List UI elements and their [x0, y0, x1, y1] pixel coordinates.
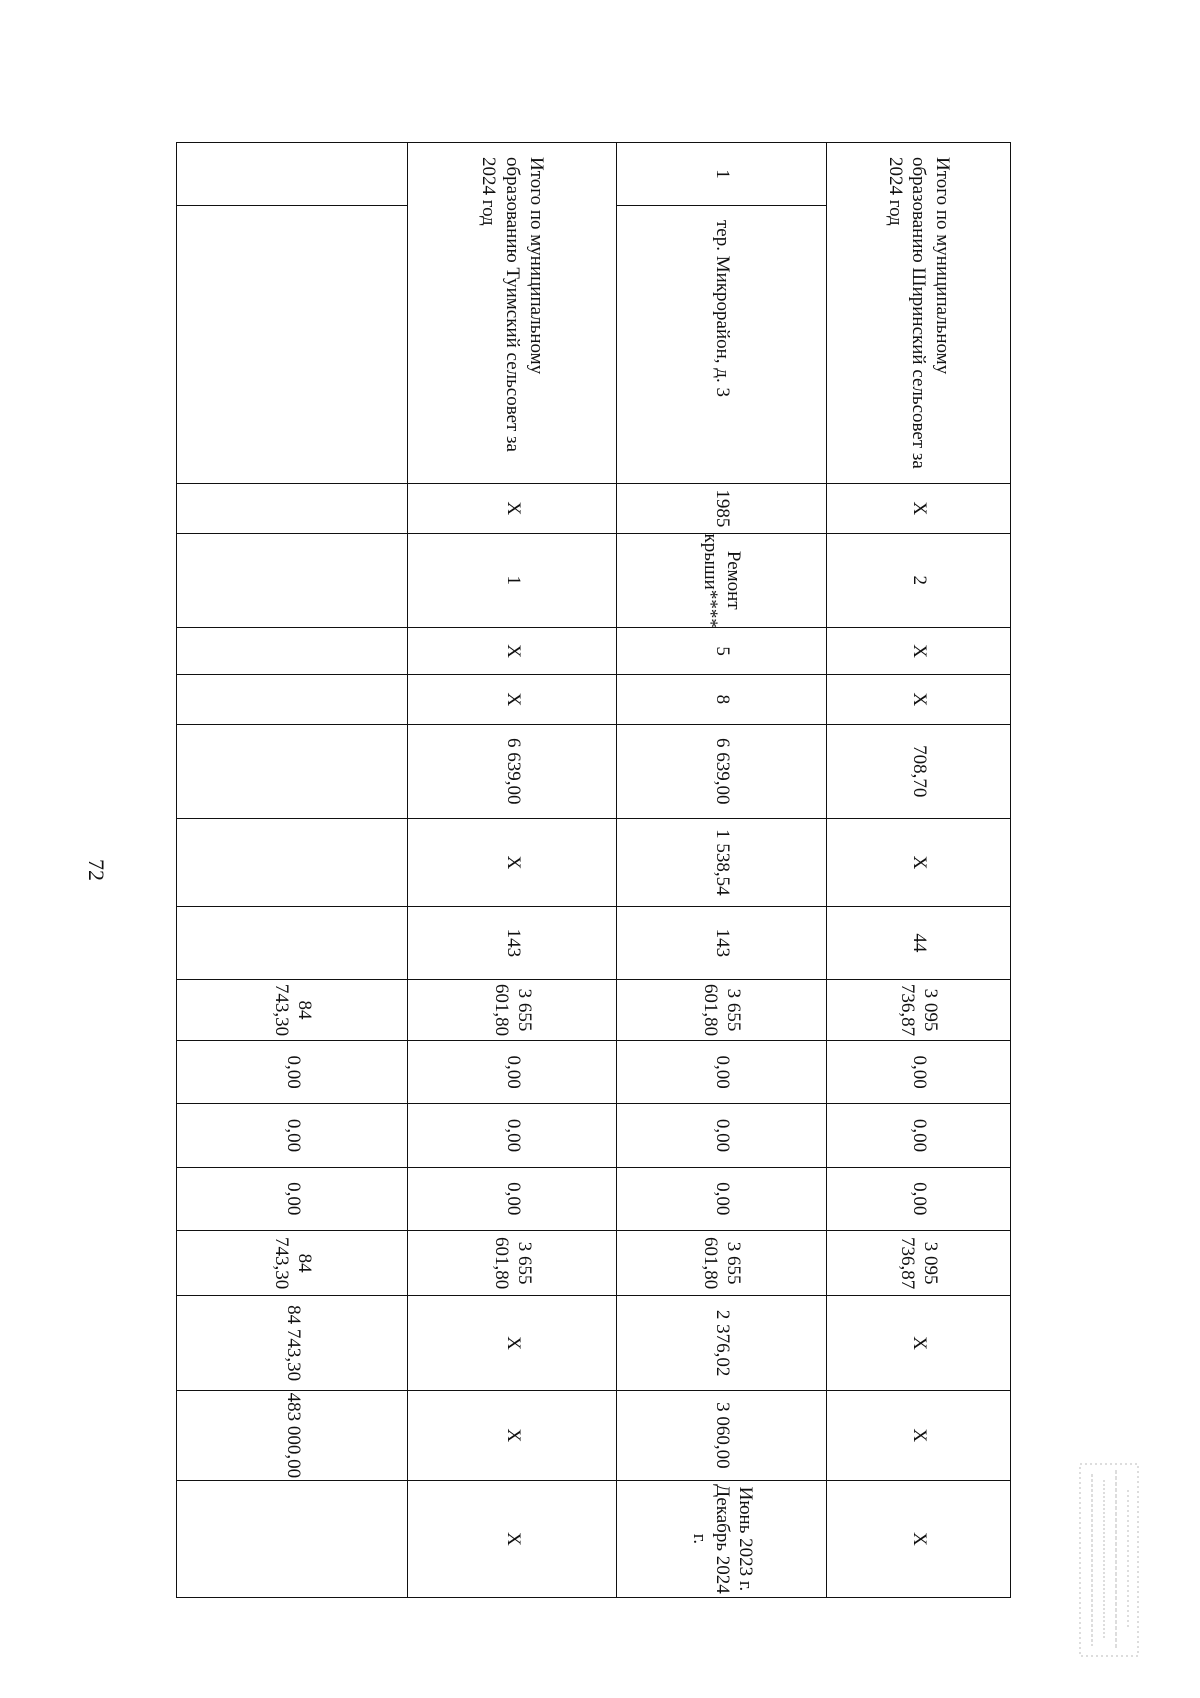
cell-fund2: 0,00: [617, 1104, 827, 1167]
cell-year: X: [826, 484, 1010, 533]
table-container: [176, 142, 1011, 1598]
cell-c5: X: [408, 627, 617, 674]
cell-cost-total: 3 655 601,80: [617, 979, 827, 1040]
table-row: [408, 143, 617, 1598]
cell-area1: 6 639,00: [408, 724, 617, 818]
cell-cost-total: 84 743,30: [177, 979, 408, 1040]
cell-unit-cost: 2 376,02: [617, 1296, 827, 1390]
cell-period: Июнь 2023 г. Декабрь 2024 г.: [617, 1480, 827, 1597]
table-row: [826, 143, 1010, 1598]
row-label: [177, 143, 408, 484]
signature-stamp: [1074, 1460, 1144, 1660]
address-text: тер. Микрорайон, д. 3: [711, 220, 733, 397]
cell-unit-cost: 84 743,30: [177, 1296, 408, 1390]
table-row: [617, 143, 827, 1598]
cell-limit-cost: 483 000,00: [177, 1390, 408, 1480]
cell-fund3: 0,00: [177, 1167, 408, 1230]
cell-work: Ремонт крыши****: [617, 533, 827, 627]
row-label: Итого по муниципальному образованию Туимский сельсовет за 2024 год: [408, 143, 617, 484]
cell-unit-cost: X: [826, 1296, 1010, 1390]
cell-fund3: 0,00: [408, 1167, 617, 1230]
cell-year: 1985: [617, 484, 827, 533]
cell-limit-cost: X: [826, 1390, 1010, 1480]
cell-period: X: [408, 1480, 617, 1597]
cell-fund3: 0,00: [617, 1167, 827, 1230]
cell-area1: [177, 724, 408, 818]
cell-residents: [177, 906, 408, 979]
cell-c5: X: [826, 627, 1010, 674]
cell-fund2: 0,00: [826, 1104, 1010, 1167]
cell-cost-total: 3 655 601,80: [408, 979, 617, 1040]
cell-work: [177, 533, 408, 627]
cell-cost-local: 3 655 601,80: [408, 1230, 617, 1295]
cell-residents: 44: [826, 906, 1010, 979]
cell-limit-cost: X: [408, 1390, 617, 1480]
cell-cost-local: 3 655 601,80: [617, 1230, 827, 1295]
cell-work: 1: [408, 533, 617, 627]
row-number: 1: [617, 143, 826, 206]
cell-fund1: 0,00: [408, 1041, 617, 1104]
cell-work: 2: [826, 533, 1010, 627]
cell-residents: 143: [617, 906, 827, 979]
page-number: 72: [84, 859, 109, 881]
cell-period: [177, 1480, 408, 1597]
cell-c6: [177, 675, 408, 724]
cell-c6: X: [408, 675, 617, 724]
table-row: [177, 143, 408, 1598]
cell-year: X: [408, 484, 617, 533]
cell-area2: [177, 818, 408, 906]
cell-c6: X: [826, 675, 1010, 724]
cell-fund1: 0,00: [177, 1041, 408, 1104]
cell-fund1: 0,00: [617, 1041, 827, 1104]
cell-c6: 8: [617, 675, 827, 724]
cell-fund3: 0,00: [826, 1167, 1010, 1230]
row-label: [617, 143, 827, 484]
cell-fund1: 0,00: [826, 1041, 1010, 1104]
cell-unit-cost: X: [408, 1296, 617, 1390]
cell-cost-local: 84 743,30: [177, 1230, 408, 1295]
cell-cost-local: 3 095 736,87: [826, 1230, 1010, 1295]
data-table: [176, 142, 1011, 1598]
cell-area1: 6 639,00: [617, 724, 827, 818]
rotated-table: [176, 142, 1011, 1598]
cell-area1: 708,70: [826, 724, 1010, 818]
cell-area2: X: [408, 818, 617, 906]
cell-fund2: 0,00: [177, 1104, 408, 1167]
cell-area2: X: [826, 818, 1010, 906]
cell-area2: 1 538,54: [617, 818, 827, 906]
cell-year: [177, 484, 408, 533]
cell-period: X: [826, 1480, 1010, 1597]
cell-fund2: 0,00: [408, 1104, 617, 1167]
cell-cost-total: 3 095 736,87: [826, 979, 1010, 1040]
row-label: Итого по муниципальному образованию Ширинский сельсовет за 2024 год: [826, 143, 1010, 484]
cell-c5: 5: [617, 627, 827, 674]
cell-c5: [177, 627, 408, 674]
cell-residents: 143: [408, 906, 617, 979]
cell-limit-cost: 3 060,00: [617, 1390, 827, 1480]
